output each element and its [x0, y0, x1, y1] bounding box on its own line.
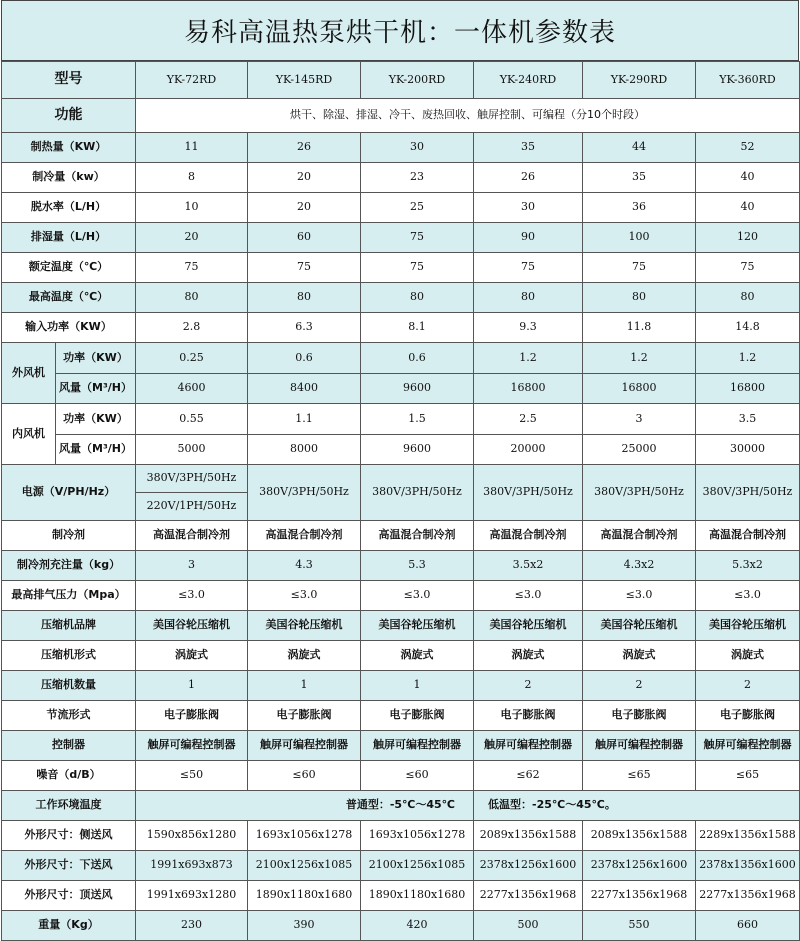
row-label: 外形尺寸：下送风 — [2, 851, 136, 881]
cell: 美国谷轮压缩机 — [474, 611, 583, 641]
table-row — [2, 223, 800, 253]
cell: 8000 — [248, 435, 361, 465]
cell: 2277x1356x1968 — [696, 881, 800, 911]
cell: 20000 — [474, 435, 583, 465]
cell: 高温混合制冷剂 — [474, 521, 583, 551]
cell: 美国谷轮压缩机 — [361, 611, 474, 641]
cell: 2100x1256x1085 — [361, 851, 474, 881]
cell: 75 — [361, 253, 474, 283]
cell: 0.55 — [136, 404, 248, 435]
table-row — [2, 641, 800, 671]
cell: 美国谷轮压缩机 — [248, 611, 361, 641]
cell: 9600 — [361, 435, 474, 465]
cell: 美国谷轮压缩机 — [696, 611, 800, 641]
cell: 3 — [583, 404, 696, 435]
cell: 电子膨胀阀 — [248, 701, 361, 731]
cell: ≤3.0 — [361, 581, 474, 611]
cell: 电子膨胀阀 — [361, 701, 474, 731]
cell: 550 — [583, 911, 696, 941]
cell: ≤60 — [361, 761, 474, 791]
power-supply-cell: 380V/3PH/50Hz — [361, 465, 474, 521]
model-name: YK-145RD — [248, 62, 361, 99]
cell: 2378x1256x1600 — [583, 851, 696, 881]
cell: 高温混合制冷剂 — [361, 521, 474, 551]
outer-fan-power-row — [2, 343, 800, 374]
cell: ≤60 — [248, 761, 361, 791]
table-row — [2, 671, 800, 701]
cell: 8 — [136, 163, 248, 193]
cell: 35 — [583, 163, 696, 193]
model-label: 型号 — [2, 62, 136, 99]
cell: 高温混合制冷剂 — [248, 521, 361, 551]
function-label: 功能 — [2, 99, 136, 133]
cell: 2378x1356x1600 — [696, 851, 800, 881]
cell: 1 — [248, 671, 361, 701]
cell: 75 — [136, 253, 248, 283]
cell: 390 — [248, 911, 361, 941]
inner-fan-label: 内风机 — [2, 404, 56, 465]
cell: 触屏可编程控制器 — [474, 731, 583, 761]
cell: 20 — [136, 223, 248, 253]
row-label: 控制器 — [2, 731, 136, 761]
cell: 75 — [583, 253, 696, 283]
power-supply-cell: 220V/1PH/50Hz — [136, 493, 248, 521]
model-name: YK-72RD — [136, 62, 248, 99]
cell: 高温混合制冷剂 — [583, 521, 696, 551]
cell: 涡旋式 — [583, 641, 696, 671]
cell: 230 — [136, 911, 248, 941]
cell: 触屏可编程控制器 — [136, 731, 248, 761]
cell: 10 — [136, 193, 248, 223]
cell: 44 — [583, 133, 696, 163]
outer-fan-label: 外风机 — [2, 343, 56, 404]
table-row — [2, 163, 800, 193]
cell: 3.5x2 — [474, 551, 583, 581]
cell: 1.1 — [248, 404, 361, 435]
power-supply-label: 电源（V/PH/Hz） — [2, 465, 136, 521]
cell: 3 — [136, 551, 248, 581]
cell: 16800 — [583, 374, 696, 404]
cell: 电子膨胀阀 — [474, 701, 583, 731]
cell: 9.3 — [474, 313, 583, 343]
environment-label: 工作环境温度 — [2, 791, 136, 821]
table-row — [2, 821, 800, 851]
power-supply-cell: 380V/3PH/50Hz — [136, 465, 248, 493]
cell: 4.3 — [248, 551, 361, 581]
environment-low: 低温型：-25℃～45℃。 — [474, 791, 800, 821]
cell: 26 — [474, 163, 583, 193]
cell: ≤65 — [696, 761, 800, 791]
cell: 2289x1356x1588 — [696, 821, 800, 851]
cell: 60 — [248, 223, 361, 253]
cell: 20 — [248, 163, 361, 193]
cell: 涡旋式 — [248, 641, 361, 671]
cell: 20 — [248, 193, 361, 223]
row-label: 噪音（d/B） — [2, 761, 136, 791]
cell: 0.6 — [248, 343, 361, 374]
table-row — [2, 581, 800, 611]
cell: 2100x1256x1085 — [248, 851, 361, 881]
row-label: 风量（M³/H） — [56, 435, 136, 465]
cell: 80 — [136, 283, 248, 313]
cell: 80 — [361, 283, 474, 313]
cell: 16800 — [696, 374, 800, 404]
cell: 2089x1356x1588 — [474, 821, 583, 851]
cell: 0.6 — [361, 343, 474, 374]
cell: 120 — [696, 223, 800, 253]
cell: 35 — [474, 133, 583, 163]
cell: 4600 — [136, 374, 248, 404]
cell: 0.25 — [136, 343, 248, 374]
table-row — [2, 521, 800, 551]
row-label: 制冷剂 — [2, 521, 136, 551]
cell: 1.2 — [583, 343, 696, 374]
model-name: YK-200RD — [361, 62, 474, 99]
cell: 电子膨胀阀 — [696, 701, 800, 731]
table-row — [2, 283, 800, 313]
power-supply-cell: 380V/3PH/50Hz — [696, 465, 800, 521]
function-value: 烘干、除湿、排湿、冷干、废热回收、触屏控制、可编程（分10个时段） — [136, 99, 800, 133]
environment-row — [2, 791, 800, 821]
model-name: YK-360RD — [696, 62, 800, 99]
cell: 30000 — [696, 435, 800, 465]
cell: 电子膨胀阀 — [583, 701, 696, 731]
power-supply-cell: 380V/3PH/50Hz — [474, 465, 583, 521]
cell: 2.5 — [474, 404, 583, 435]
cell: 75 — [248, 253, 361, 283]
spec-table — [1, 61, 800, 941]
cell: 1.2 — [474, 343, 583, 374]
cell: 80 — [583, 283, 696, 313]
cell: 美国谷轮压缩机 — [583, 611, 696, 641]
outer-fan-air-row — [2, 374, 800, 404]
row-label: 额定温度（℃） — [2, 253, 136, 283]
cell: 1590x856x1280 — [136, 821, 248, 851]
cell: 2378x1256x1600 — [474, 851, 583, 881]
table-row — [2, 611, 800, 641]
cell: 75 — [474, 253, 583, 283]
table-row — [2, 851, 800, 881]
cell: 75 — [361, 223, 474, 253]
cell: 660 — [696, 911, 800, 941]
table-row — [2, 193, 800, 223]
cell: 电子膨胀阀 — [136, 701, 248, 731]
cell: 52 — [696, 133, 800, 163]
table-row — [2, 253, 800, 283]
cell: 80 — [696, 283, 800, 313]
table-row — [2, 911, 800, 941]
table-row — [2, 761, 800, 791]
row-label: 重量（Kg） — [2, 911, 136, 941]
cell: 涡旋式 — [136, 641, 248, 671]
cell: 25000 — [583, 435, 696, 465]
cell: 高温混合制冷剂 — [696, 521, 800, 551]
cell: ≤65 — [583, 761, 696, 791]
cell: ≤3.0 — [248, 581, 361, 611]
row-label: 压缩机形式 — [2, 641, 136, 671]
cell: 触屏可编程控制器 — [248, 731, 361, 761]
row-label: 压缩机数量 — [2, 671, 136, 701]
cell: 1890x1180x1680 — [248, 881, 361, 911]
row-label: 制热量（KW） — [2, 133, 136, 163]
power-supply-row — [2, 465, 800, 493]
cell: 40 — [696, 193, 800, 223]
cell: 8400 — [248, 374, 361, 404]
spec-rows-c — [2, 821, 800, 941]
row-label: 最高排气压力（Mpa） — [2, 581, 136, 611]
cell: 2.8 — [136, 313, 248, 343]
cell: 1693x1056x1278 — [361, 821, 474, 851]
cell: 涡旋式 — [696, 641, 800, 671]
cell: 涡旋式 — [474, 641, 583, 671]
model-row — [2, 62, 800, 99]
table-row — [2, 731, 800, 761]
cell: 500 — [474, 911, 583, 941]
cell: 2 — [696, 671, 800, 701]
cell: 25 — [361, 193, 474, 223]
table-row — [2, 313, 800, 343]
cell: 420 — [361, 911, 474, 941]
cell: 2277x1356x1968 — [474, 881, 583, 911]
cell: ≤50 — [136, 761, 248, 791]
cell: 2 — [583, 671, 696, 701]
cell: 美国谷轮压缩机 — [136, 611, 248, 641]
cell: ≤3.0 — [696, 581, 800, 611]
cell: 1 — [136, 671, 248, 701]
power-supply-cell: 380V/3PH/50Hz — [248, 465, 361, 521]
cell: 2089x1356x1588 — [583, 821, 696, 851]
cell: 100 — [583, 223, 696, 253]
cell: 11.8 — [583, 313, 696, 343]
spec-rows-a — [2, 133, 800, 343]
cell: 5000 — [136, 435, 248, 465]
cell: 1991x693x873 — [136, 851, 248, 881]
cell: ≤3.0 — [583, 581, 696, 611]
cell: 11 — [136, 133, 248, 163]
cell: 1 — [361, 671, 474, 701]
cell: 9600 — [361, 374, 474, 404]
model-name: YK-290RD — [583, 62, 696, 99]
cell: 触屏可编程控制器 — [361, 731, 474, 761]
row-label: 风量（M³/H） — [56, 374, 136, 404]
cell: ≤62 — [474, 761, 583, 791]
cell: ≤3.0 — [136, 581, 248, 611]
table-row — [2, 551, 800, 581]
cell: 16800 — [474, 374, 583, 404]
cell: 5.3 — [361, 551, 474, 581]
cell: 3.5 — [696, 404, 800, 435]
cell: 1890x1180x1680 — [361, 881, 474, 911]
cell: 80 — [248, 283, 361, 313]
cell: 36 — [583, 193, 696, 223]
cell: 8.1 — [361, 313, 474, 343]
row-label: 功率（KW） — [56, 404, 136, 435]
cell: 2277x1356x1968 — [583, 881, 696, 911]
row-label: 输入功率（KW） — [2, 313, 136, 343]
inner-fan-air-row — [2, 435, 800, 465]
power-supply-cell: 380V/3PH/50Hz — [583, 465, 696, 521]
row-label: 制冷量（kw） — [2, 163, 136, 193]
page-title: 易科高温热泵烘干机：一体机参数表 — [1, 0, 799, 61]
cell: 26 — [248, 133, 361, 163]
table-row — [2, 701, 800, 731]
cell: 触屏可编程控制器 — [583, 731, 696, 761]
cell: 1.2 — [696, 343, 800, 374]
cell: 23 — [361, 163, 474, 193]
cell: 1.5 — [361, 404, 474, 435]
function-row — [2, 99, 800, 133]
cell: 涡旋式 — [361, 641, 474, 671]
inner-fan-power-row — [2, 404, 800, 435]
cell: 6.3 — [248, 313, 361, 343]
spec-rows-b — [2, 521, 800, 791]
row-label: 制冷剂充注量（kg） — [2, 551, 136, 581]
cell: 30 — [474, 193, 583, 223]
cell: 2 — [474, 671, 583, 701]
cell: 5.3x2 — [696, 551, 800, 581]
table-row — [2, 881, 800, 911]
row-label: 外形尺寸：侧送风 — [2, 821, 136, 851]
row-label: 外形尺寸：顶送风 — [2, 881, 136, 911]
cell: 90 — [474, 223, 583, 253]
cell: 4.3x2 — [583, 551, 696, 581]
cell: 触屏可编程控制器 — [696, 731, 800, 761]
row-label: 节流形式 — [2, 701, 136, 731]
row-label: 排湿量（L/H） — [2, 223, 136, 253]
row-label: 脱水率（L/H） — [2, 193, 136, 223]
cell: 30 — [361, 133, 474, 163]
model-name: YK-240RD — [474, 62, 583, 99]
cell: 1693x1056x1278 — [248, 821, 361, 851]
cell: 40 — [696, 163, 800, 193]
cell: 高温混合制冷剂 — [136, 521, 248, 551]
cell: 75 — [696, 253, 800, 283]
cell: 80 — [474, 283, 583, 313]
table-row — [2, 133, 800, 163]
row-label: 功率（KW） — [56, 343, 136, 374]
row-label: 压缩机品牌 — [2, 611, 136, 641]
environment-normal: 普通型：-5℃～45℃ — [136, 791, 474, 821]
cell: 1991x693x1280 — [136, 881, 248, 911]
cell: 14.8 — [696, 313, 800, 343]
row-label: 最高温度（℃） — [2, 283, 136, 313]
cell: ≤3.0 — [474, 581, 583, 611]
